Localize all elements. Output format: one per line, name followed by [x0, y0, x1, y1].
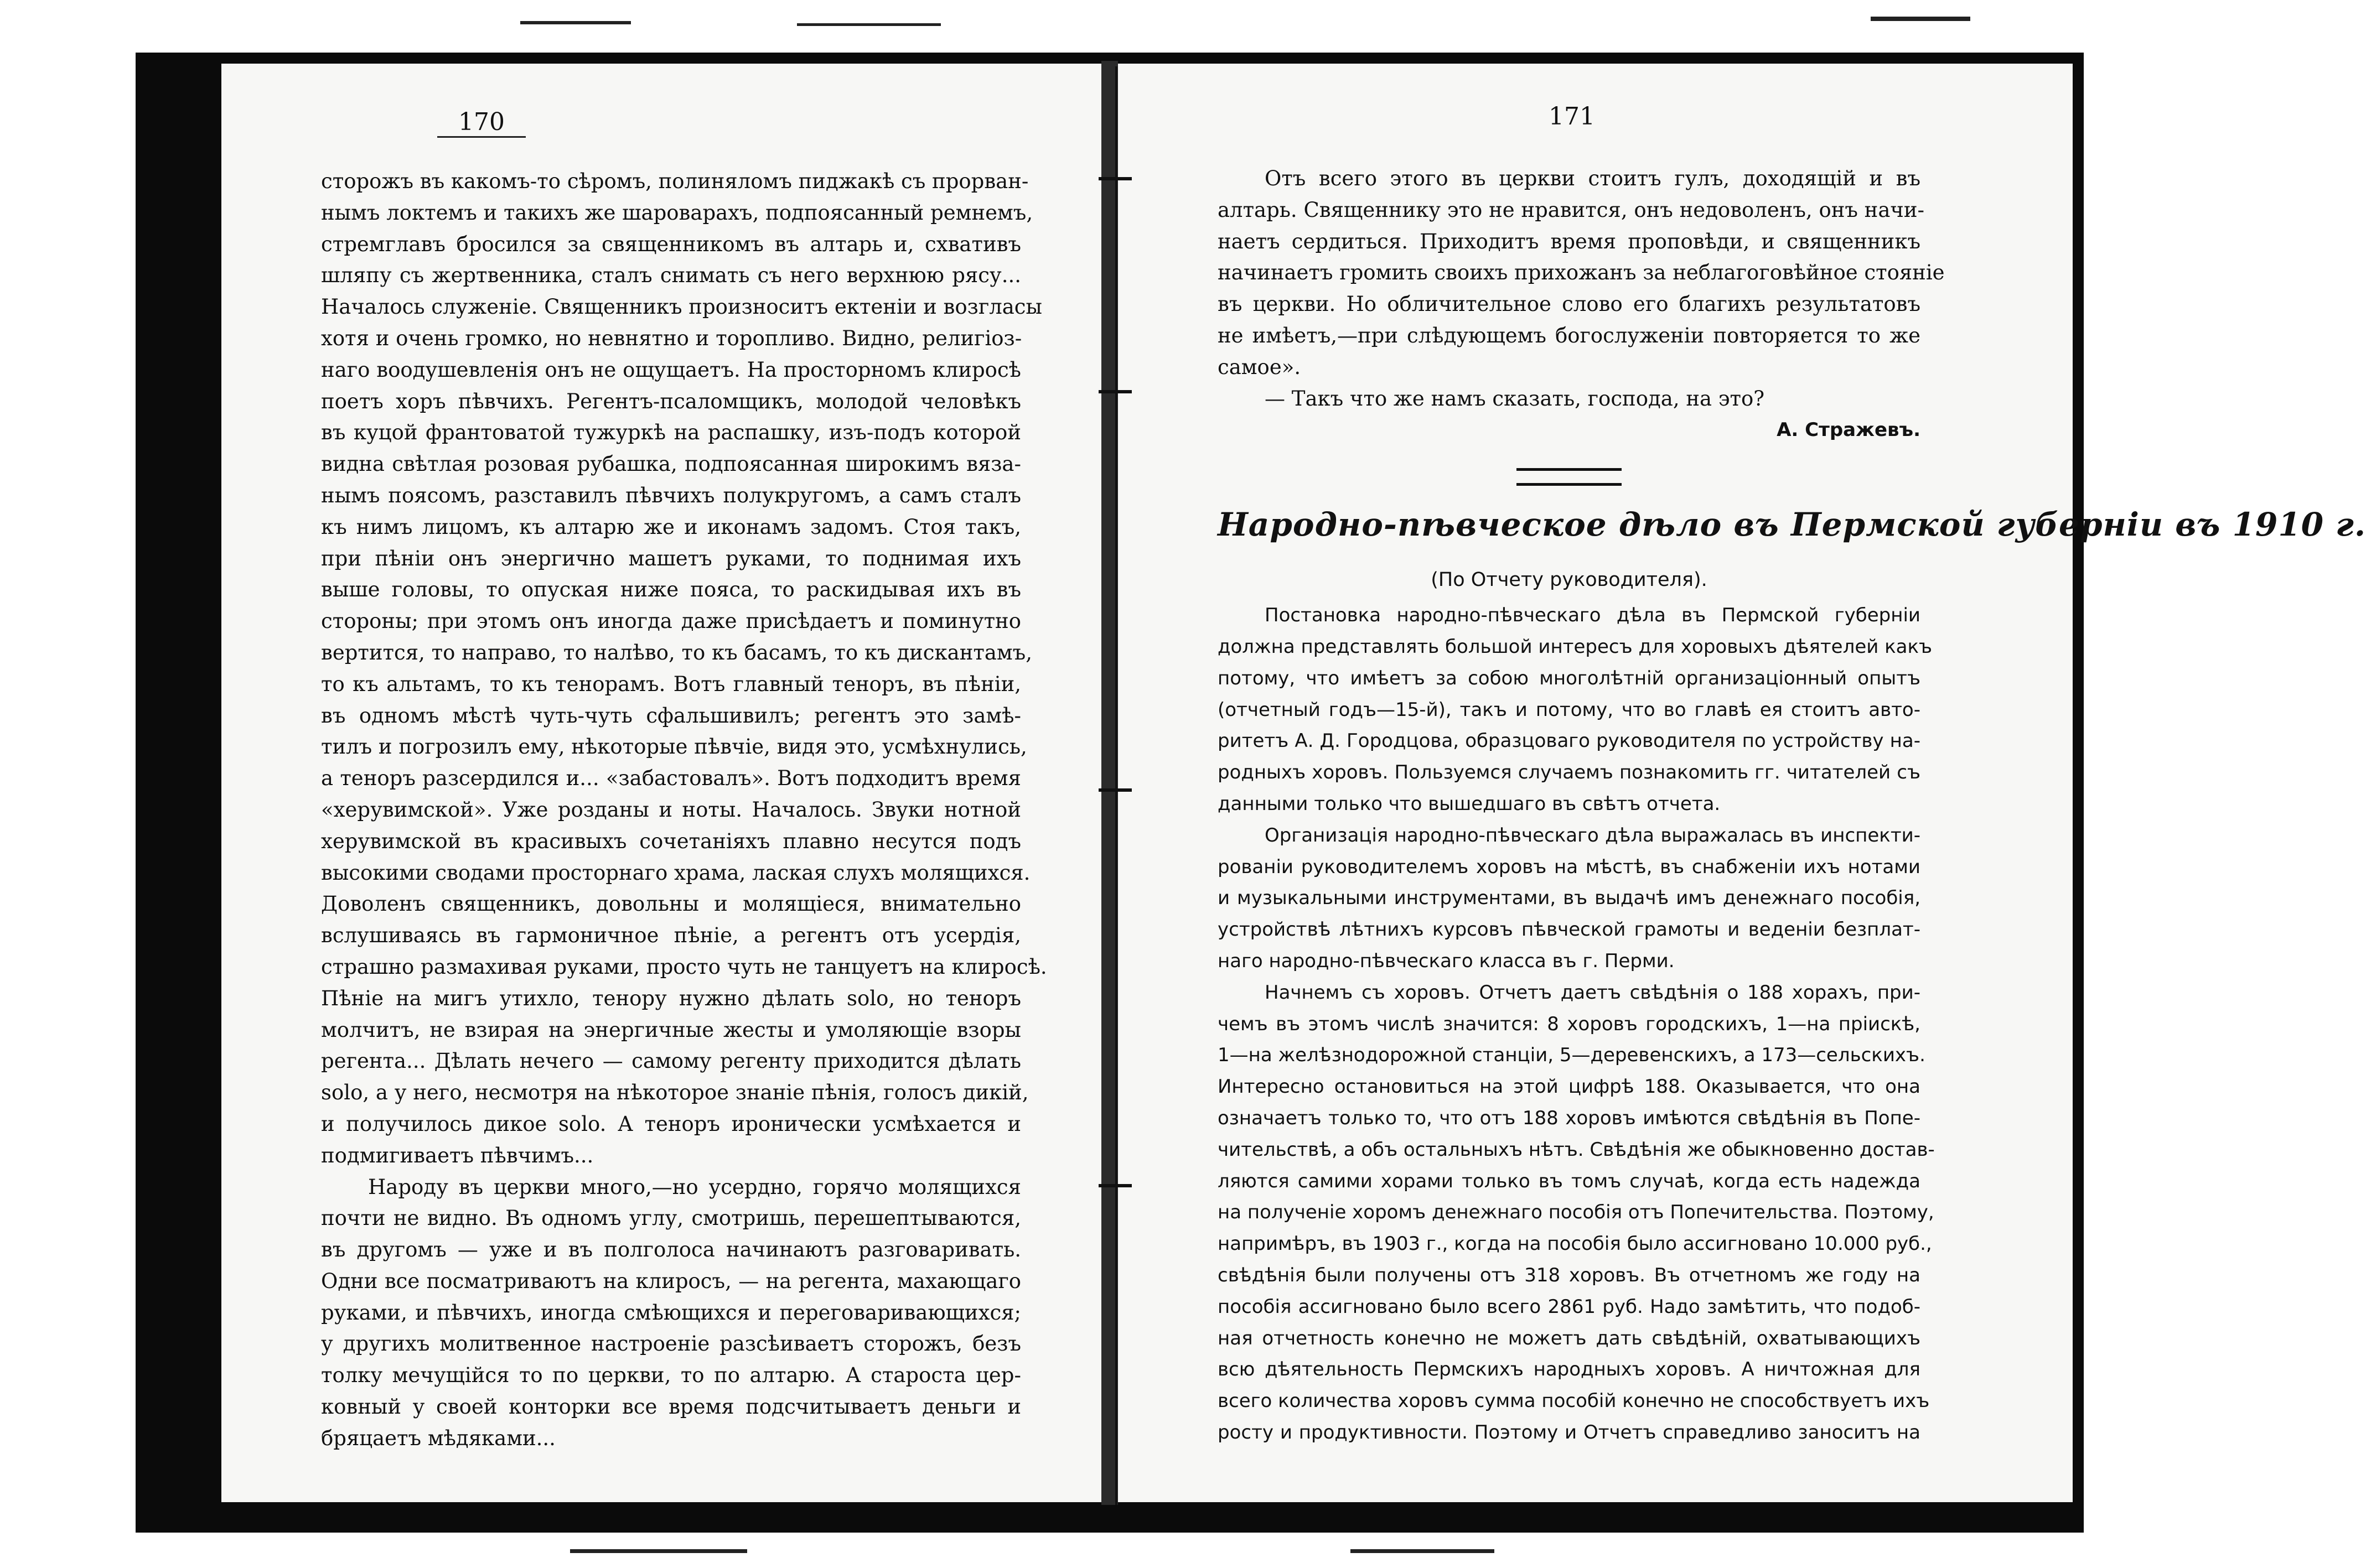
text-line: при пѣніи онъ энергично машетъ руками, то поднимая ихъ: [321, 546, 1021, 570]
text-line: ритетъ А. Д. Городцова, образцоваго руководителя по устройству на-: [1218, 730, 1920, 752]
text-line: вслушиваясь въ гармоничное пѣніе, а регентъ отъ усердія,: [321, 923, 1021, 948]
text-line: означаетъ только то, что отъ 188 хоровъ имѣются свѣдѣнія въ Попе-: [1218, 1107, 1920, 1129]
text-line: стороны; при этомъ онъ иногда даже присѣдаетъ и поминутно: [321, 609, 1021, 634]
text-line: подмигиваетъ пѣвчимъ...: [321, 1143, 594, 1167]
spine-fold-line: [1115, 66, 1117, 1505]
text-line: Доволенъ священникъ, довольны и молящіеся, внимательно: [321, 892, 1021, 916]
binding-stitch: [1099, 177, 1132, 180]
text-line: всего количества хоровъ сумма пособій конечно не способствуетъ ихъ: [1218, 1390, 1930, 1413]
text-line: начинаетъ громить своихъ прихожанъ за неблагоговѣйное стояніе: [1218, 261, 1945, 285]
text-line: въ куцой франтоватой тужуркѣ на распашку, изъ-подъ которой: [321, 420, 1021, 445]
text-line: нымъ локтемъ и такихъ же шароварахъ, подпоясанный ремнемъ,: [321, 200, 1033, 225]
text-line: чительствѣ, а объ остальныхъ нѣтъ. Свѣдѣнія же обыкновенно достав-: [1218, 1138, 1935, 1161]
article-body: [1218, 600, 1935, 1448]
text-line: свѣдѣнія были получены отъ 318 хоровъ. Въ отчетномъ же году на: [1218, 1264, 1920, 1286]
text-line: (отчетный годъ—15-й), такъ и потому, что во главѣ ея стоитъ авто-: [1218, 698, 1920, 721]
text-line: херувимской въ красивыхъ сочетаніяхъ плавно несутся подъ: [321, 829, 1021, 853]
text-line: а теноръ разсердился и... «забастовалъ». Вотъ подходитъ время: [321, 766, 1021, 791]
text-line: поетъ хоръ пѣвчихъ. Регентъ-псаломщикъ, молодой человѣкъ: [321, 389, 1021, 413]
text-line: рованіи руководителемъ хоровъ на мѣстѣ, въ снабженіи ихъ нотами: [1218, 855, 1920, 878]
text-line: наетъ сердиться. Приходитъ время проповѣди, и священникъ: [1218, 229, 1920, 253]
text-line: шляпу съ жертвенника, сталъ снимать съ него верхнюю рясу...: [321, 263, 1021, 288]
text-line: родныхъ хоровъ. Пользуемся случаемъ познакомить гг. читателей съ: [1218, 761, 1920, 784]
text-line: Отъ всего этого въ церкви стоитъ гулъ, доходящій и въ: [1265, 167, 1920, 190]
text-line: регента... Дѣлать нечего — самому регенту приходится дѣлать: [321, 1049, 1021, 1073]
text-line: молчитъ, не взирая на энергичные жесты и умоляющіе взоры: [321, 1017, 1021, 1042]
binding-stitch: [1099, 390, 1132, 393]
text-line: напримѣръ, въ 1903 г., когда на пособія было ассигновано 10.000 руб.,: [1218, 1233, 1932, 1255]
left-text-column: [321, 166, 1047, 1455]
scan-artifact: [1871, 17, 1970, 21]
scan-artifact: [797, 23, 941, 26]
text-line: Народу въ церкви много,—но усердно, горячо молящихся: [368, 1175, 1021, 1199]
page-number-left: 170: [437, 108, 526, 138]
text-line: 1—на желѣзнодорожной станціи, 5—деревенскихъ, а 173—сельскихъ.: [1218, 1044, 1925, 1067]
section-divider: [1516, 468, 1622, 486]
text-line: пособія ассигновано было всего 2861 руб. Надо замѣтить, что подоб-: [1218, 1295, 1920, 1318]
binding-stitch: [1099, 1184, 1132, 1187]
article-subheading: (По Отчету руководителя).: [1431, 569, 1707, 591]
text-line: наго воодушевленія онъ не ощущаетъ. На просторномъ клиросѣ: [321, 357, 1021, 382]
text-line: Интересно остановиться на этой цифрѣ 188. Оказывается, что она: [1218, 1076, 1920, 1098]
text-line: ковный у своей конторки все время подсчитываетъ деньги и: [321, 1395, 1021, 1419]
text-line: бряцаетъ мѣдяками...: [321, 1426, 556, 1450]
text-line: нымъ поясомъ, разставилъ пѣвчихъ полукругомъ, а самъ сталъ: [321, 483, 1021, 507]
text-line: вертится, то направо, то налѣво, то къ басамъ, то къ дискантамъ,: [321, 640, 1032, 664]
text-line: видна свѣтлая розовая рубашка, подпоясанная широкимъ вяза-: [321, 452, 1021, 476]
text-line: алтарь. Священнику это не нравится, онъ недоволенъ, онъ начи-: [1218, 198, 1925, 222]
text-line: ляются самими хорами только въ томъ случаѣ, когда есть надежда: [1218, 1170, 1920, 1192]
binding-stitch: [1099, 788, 1132, 792]
text-line: должна представлять большой интересъ для хоровыхъ дѣятелей какъ: [1218, 635, 1933, 658]
text-line: чемъ въ этомъ числѣ значится: 8 хоровъ городскихъ, 1—на пріискѣ,: [1218, 1013, 1920, 1035]
text-line: сторожъ въ какомъ-то сѣромъ, полиняломъ пиджакѣ съ прорван-: [321, 169, 1029, 193]
text-line: стремглавъ бросился за священникомъ въ алтарь и, схвативъ: [321, 232, 1021, 256]
text-line: Пѣніе на мигъ утихло, тенору нужно дѣлать solo, но теноръ: [321, 986, 1021, 1010]
text-line: въ церкви. Но обличительное слово его благихъ результатовъ: [1218, 292, 1920, 316]
text-line: тилъ и погрозилъ ему, нѣкоторые пѣвчіе, видя это, усмѣхнулись,: [321, 735, 1027, 759]
text-line: Начнемъ съ хоровъ. Отчетъ даетъ свѣдѣнія о 188 хорахъ, при-: [1265, 981, 1920, 1004]
text-line: не имѣетъ,—при слѣдующемъ богослуженіи повторяется то же: [1218, 323, 1920, 347]
text-line: данными только что вышедшаго въ свѣтъ отчета.: [1218, 792, 1721, 815]
text-line: къ нимъ лицомъ, къ алтарю же и иконамъ задомъ. Стоя такъ,: [321, 515, 1021, 539]
text-line: устройствѣ лѣтнихъ курсовъ пѣвческой грамоты и веденіи безплат-: [1218, 918, 1920, 941]
article-ending: [1218, 163, 1945, 414]
right-text-column: [1218, 163, 2366, 1448]
text-line: ная отчетность конечно не можетъ дать свѣдѣній, охватывающихъ: [1218, 1327, 1920, 1349]
text-line: solo, а у него, несмотря на нѣкоторое знаніе пѣнія, голосъ дикій,: [321, 1081, 1029, 1105]
text-line: наго народно-пѣвческаго класса въ г. Перми.: [1218, 949, 1675, 972]
text-line: у другихъ молитвенное настроеніе разсѣиваетъ сторожъ, безъ: [321, 1332, 1021, 1356]
text-line: и получилось дикое solo. А теноръ иронически усмѣхается и: [321, 1112, 1021, 1136]
text-line: то къ альтамъ, то къ тенорамъ. Вотъ главный теноръ, въ пѣніи,: [321, 672, 1021, 696]
text-line: самое».: [1218, 355, 1301, 379]
scan-artifact: [520, 21, 631, 24]
article-heading: Народно-пѣвческое дѣло въ Пермской губерніи въ 1910 г.: [1218, 506, 2366, 544]
author-signature: А. Стражевъ.: [1777, 419, 1920, 442]
text-line: Постановка народно-пѣвческаго дѣла въ Пермской губерніи: [1265, 604, 1920, 627]
text-line: Началось служеніе. Священникъ произноситъ ектеніи и возгласы: [321, 295, 1042, 319]
text-line: росту и продуктивности. Поэтому и Отчетъ справедливо заноситъ на: [1218, 1421, 1920, 1444]
text-line: толку мечущійся то по церкви, то по алтарю. А староста цер-: [321, 1363, 1021, 1388]
text-line: страшно размахивая руками, просто чуть не танцуетъ на клиросѣ.: [321, 954, 1047, 979]
scan-artifact: [1350, 1549, 1494, 1553]
page-number-right: 171: [1549, 102, 1595, 131]
text-line: на полученіе хоромъ денежнаго пособія отъ Попечительства. Поэтому,: [1218, 1201, 1934, 1224]
text-line: выше головы, то опуская ниже пояса, то раскидывая ихъ въ: [321, 578, 1021, 602]
scan-artifact: [570, 1549, 747, 1553]
text-line: и музыкальными инструментами, въ выдачѣ имъ денежнаго пособія,: [1218, 887, 1920, 910]
text-line: — Такъ что же намъ сказать, господа, на это?: [1265, 386, 1765, 411]
text-line: въ одномъ мѣстѣ чуть-чуть сфальшивилъ; регентъ это замѣ-: [321, 703, 1021, 728]
text-line: хотя и очень громко, но невнятно и торопливо. Видно, религіоз-: [321, 326, 1022, 350]
text-line: руками, и пѣвчихъ, иногда смѣющихся и переговаривающихся;: [321, 1300, 1021, 1325]
text-line: высокими сводами просторнаго храма, лаская слухъ молящихся.: [321, 860, 1031, 885]
text-line: въ другомъ — уже и въ полголоса начинаютъ разговаривать.: [321, 1238, 1021, 1262]
text-line: «херувимской». Уже розданы и ноты. Началось. Звуки нотной: [321, 797, 1021, 822]
text-line: Организація народно-пѣвческаго дѣла выражалась въ инспекти-: [1265, 824, 1920, 847]
text-line: почти не видно. Въ одномъ углу, смотришь, перешептываются,: [321, 1206, 1021, 1230]
text-line: потому, что имѣетъ за собою многолѣтній организаціонный опытъ: [1218, 667, 1920, 689]
text-line: Одни все посматриваютъ на клиросъ, — на регента, махающаго: [321, 1269, 1021, 1293]
text-line: всю дѣятельность Пермскихъ народныхъ хоровъ. А ничтожная для: [1218, 1358, 1920, 1381]
